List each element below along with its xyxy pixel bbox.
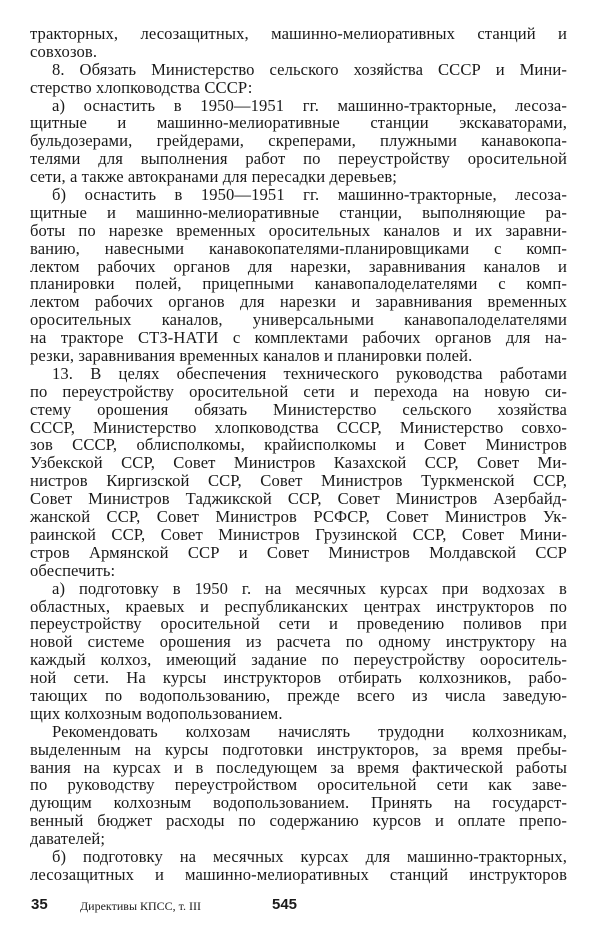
text-line: обеспечить: [30, 560, 116, 580]
text-line: жанской ССР, Совет Министров РСФСР, Совет Министров Ук- [30, 507, 567, 527]
text-line: каждый колхоз, имеющий задание по переустройству оороситель- [30, 650, 567, 670]
text-line: на тракторе СТЗ-НАТИ с комплектами рабочих органов для на- [30, 328, 567, 348]
text-line: ной сети. На курсы инструкторов отбирать колхозников, рабо- [30, 668, 567, 688]
text-line: тающих по водопользованию, прежде всего из числа заведую- [30, 685, 567, 705]
text-line: б) оснастить в 1950—1951 гг. машинно-тракторные, лесоза- [52, 185, 567, 205]
text-line: лектом рабочих органов для нарезки и заравнивания временных [30, 292, 567, 312]
text-line: давателей; [30, 829, 106, 849]
text-line: венный бюджет расходы по содержанию курсов и оплате препо- [30, 811, 567, 831]
text-line: ванию, навесными канавокопателями-планировщиками с комп- [30, 238, 567, 258]
text-line: новой системе орошения из расчета по одному инструктору на [30, 632, 567, 652]
printer-signature-mark: 35 [31, 896, 48, 913]
text-line: 13. В целях обеспечения технического руководства работами [52, 363, 567, 383]
text-line: 8. Обязать Министерство сельского хозяйства СССР и Мини- [52, 59, 567, 79]
text-line: Рекомендовать колхозам начислять трудодни колхозникам, [52, 721, 567, 741]
text-line: совхозов. [30, 41, 98, 61]
text-line: стров Армянской ССР и Совет Министров Молдавской ССР [30, 542, 567, 562]
page-number: 545 [272, 896, 298, 913]
text-line: Совет Министров Таджикской ССР, Совет Министров Азербайд- [30, 489, 567, 509]
text-line: дующим колхозным водопользованием. Принять на государст- [30, 793, 567, 813]
text-line: лесозащитных и машинно-мелиоративных станций инструкторов [30, 864, 567, 884]
footer-book-title: Директивы КПСС, т. III [80, 899, 202, 913]
text-line: телями для выполнения работ по переустройству оросительной [30, 149, 567, 169]
text-line: резки, заравнивания временных каналов и планировки полей. [30, 346, 473, 366]
text-line: боты по нарезке временных оросительных каналов и их заравни- [30, 220, 567, 240]
text-line: сети, а также автокранами для пересадки деревьев; [30, 167, 398, 187]
text-line: щих колхозным водопользованием. [30, 703, 283, 723]
text-line: переустройству оросительной сети и проведению поливов при [30, 614, 567, 634]
document-body [30, 25, 567, 884]
text-line: стерство хлопководства СССР: [30, 77, 253, 97]
text-line: а) подготовку в 1950 г. на месячных курсах при водхозах в [52, 578, 567, 598]
text-line: щитные и машинно-мелиоративные станции, выполняющие ра- [30, 202, 567, 222]
text-line: лектом рабочих органов для нарезки, заравнивания каналов и [30, 256, 567, 276]
text-line: щитные и машинно-мелиоративные станции экскаваторами, [30, 113, 567, 133]
text-line: стему орошения обязать Министерство сельского хозяйства [30, 399, 567, 419]
text-line: вания на курсах и в последующем за время фактической работы [30, 757, 567, 777]
text-line: раинской ССР, Совет Министров Грузинской ССР, Совет Мини- [30, 524, 567, 544]
text-line: зов СССР, облисполкомы, крайисполкомы и Совет Министров [30, 435, 567, 455]
text-line: а) оснастить в 1950—1951 гг. машинно-тракторные, лесоза- [52, 95, 567, 115]
text-line: выделенным на курсы подготовки инструкторов, за время пребы- [30, 739, 567, 759]
page-footer [0, 896, 600, 916]
text-line: СССР, Министерство хлопководства СССР, Министерство совхо- [30, 417, 567, 437]
text-line: нистров Киргизской ССР, Совет Министров Туркменской ССР, [30, 471, 567, 491]
text-line: б) подготовку на месячных курсах для машинно-тракторных, [52, 846, 567, 866]
text-line: планировки полей, прицепными канавопалоделателями с комп- [30, 274, 567, 294]
text-line: Узбекской ССР, Совет Министров Казахской ССР, Совет Ми- [30, 453, 567, 473]
text-line: тракторных, лесозащитных, машинно-мелиоративных станций и [30, 24, 567, 43]
text-line: по переустройству оросительной сети и перехода на новую си- [30, 381, 567, 401]
text-line: бульдозерами, грейдерами, скреперами, плужными канавокопа- [30, 131, 567, 151]
text-line: оросительных каналов, универсальными канавопалоделателями [30, 310, 567, 330]
text-line: областных, краевых и республиканских центрах инструкторов по [30, 596, 567, 616]
text-line: по руководству переустройством оросительной сети как заве- [30, 775, 567, 795]
